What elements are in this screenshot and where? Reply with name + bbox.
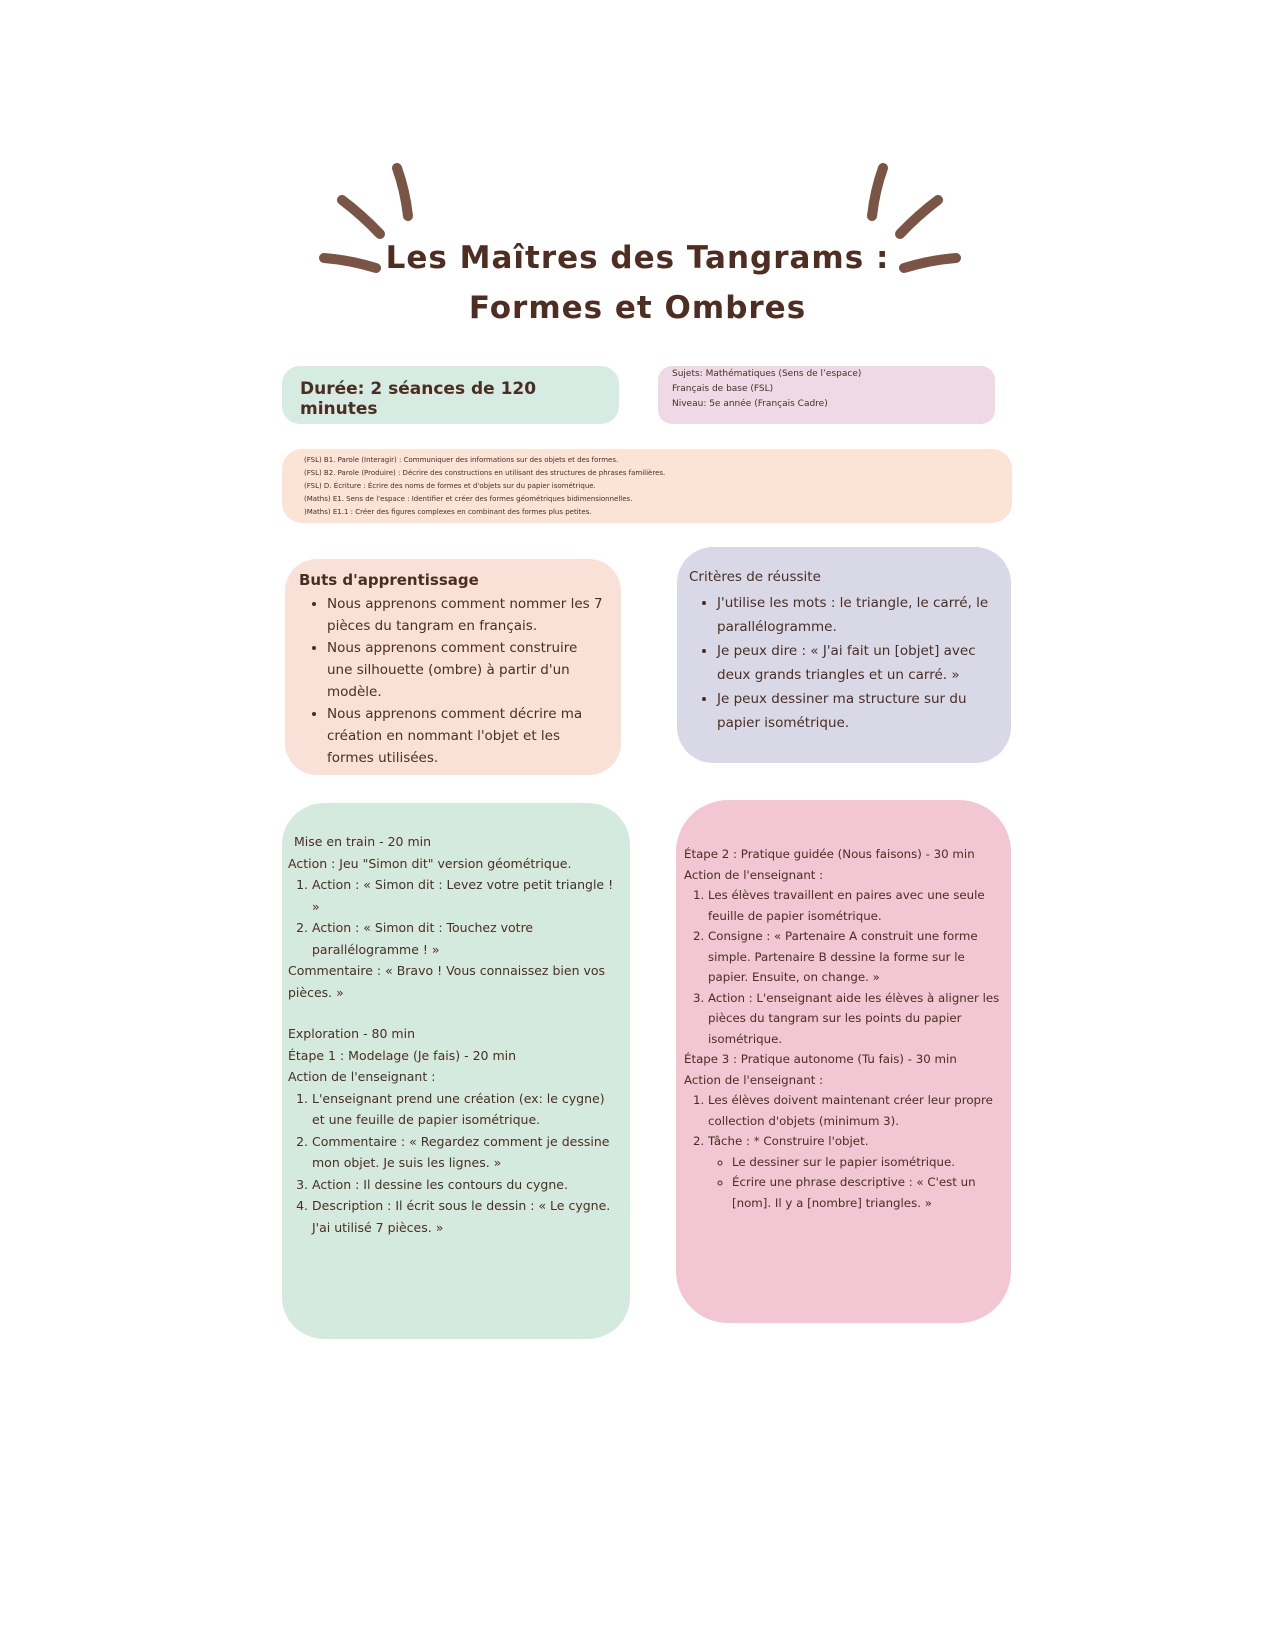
list-item: • Nous apprenons comment nommer les 7 pièces du tangram en français. (327, 593, 607, 637)
step-2-teacher-label: Action de l'enseignant : (684, 867, 824, 882)
step-1-list (288, 1088, 618, 1239)
list-item: 1. Action : « Simon dit : Levez votre petit triangle ! » (312, 874, 618, 917)
list-item: • Nous apprenons comment construire une silhouette (ombre) à partir d'un modèle. (327, 637, 607, 703)
step-3-list (684, 1090, 1005, 1152)
step-1-teacher-label: Action de l'enseignant : (288, 1069, 436, 1084)
list-item: 2. Action : « Simon dit : Touchez votre parallélogramme ! » (312, 917, 618, 960)
list-item: • J'utilise les mots : le triangle, le carré, le parallélogramme. (717, 591, 999, 639)
level-line: Niveau: 5e année (Français Cadre) (672, 399, 828, 409)
success-criteria-list (689, 591, 999, 735)
step-1-title: Étape 1 : Modelage (Je fais) - 20 min (288, 1047, 517, 1063)
learning-goals-card (285, 559, 621, 775)
outcome-line: (Maths) E1. Sens de l'espace : Identifier et créer des formes géométriques bidimensionnelles. (304, 495, 633, 503)
step-3-sublist (684, 1152, 1005, 1214)
step-3-teacher-label: Action de l'enseignant : (684, 1072, 824, 1087)
learning-goals-list (299, 593, 607, 769)
page-title-line-1: Les Maîtres des Tangrams : (385, 240, 890, 276)
subjects-card (658, 366, 995, 424)
subjects-line: Français de base (FSL) (672, 384, 774, 394)
list-item: 3. Action : Il dessine les contours du cygne. (312, 1174, 618, 1196)
success-criteria-card (677, 547, 1011, 763)
learning-goals-title: Buts d'apprentissage (299, 571, 479, 589)
step-3-title: Étape 3 : Pratique autonome (Tu fais) - 30 min (684, 1052, 957, 1066)
step-2-list (684, 885, 1005, 1049)
lesson-part-1-card (282, 803, 630, 1339)
outcome-line: )Maths) E1.1 : Créer des figures complexes en combinant des formes plus petites. (304, 508, 592, 516)
list-item: 1. L'enseignant prend une création (ex: le cygne) et une feuille de papier isométrique. (312, 1088, 618, 1131)
list-item: 4. Description : Il écrit sous le dessin : « Le cygne. J'ai utilisé 7 pièces. » (312, 1195, 618, 1238)
warmup-action: Action : Jeu "Simon dit" version géométrique. (288, 855, 572, 871)
list-item: ◦ Le dessiner sur le papier isométrique. (732, 1152, 1005, 1173)
curriculum-outcomes-card (282, 449, 1012, 523)
duration-card: Durée: 2 séances de 120 minutes (282, 366, 619, 424)
outcome-line: (FSL) B2. Parole (Produire) : Décrire des constructions en utilisant des structures de phrases familières. (304, 469, 666, 477)
list-item: • Je peux dire : « J'ai fait un [objet] avec deux grands triangles et un carré. » (717, 639, 999, 687)
outcome-line: (FSL) D. Écriture : Écrire des noms de formes et d'objets sur du papier isométrique. (304, 482, 596, 490)
list-item: 1. Les élèves doivent maintenant créer leur propre collection d'objets (minimum 3). (708, 1090, 1005, 1131)
exploration-title: Exploration - 80 min (288, 1026, 416, 1041)
subjects-line: Sujets: Mathématiques (Sens de l’espace) (672, 369, 862, 379)
list-item: • Je peux dessiner ma structure sur du papier isométrique. (717, 687, 999, 735)
outcome-line: (FSL) B1. Parole (Interagir) : Communiquer des informations sur des objets et des formes. (304, 456, 619, 464)
list-item: 1. Les élèves travaillent en paires avec une seule feuille de papier isométrique. (708, 885, 1005, 926)
list-item: 2. Consigne : « Partenaire A construit une forme simple. Partenaire B dessine la forme sur le papier. Ensuite, on change. » (708, 926, 1005, 988)
success-criteria-title: Critères de réussite (689, 569, 821, 585)
list-item: 3. Action : L'enseignant aide les élèves à aligner les pièces du tangram sur les points du papier isométrique. (708, 988, 1005, 1050)
list-item: 2. Tâche : * Construire l'objet. (708, 1131, 1005, 1152)
lesson-part-2-card (676, 800, 1011, 1323)
warmup-comment: Commentaire : « Bravo ! Vous connaissez bien vos pièces. » (288, 963, 606, 1000)
list-item: • Nous apprenons comment décrire ma création en nommant l'objet et les formes utilisées. (327, 703, 607, 769)
warmup-steps (288, 874, 618, 960)
page-title-line-2: Formes et Ombres (468, 290, 807, 326)
warmup-title: Mise en train - 20 min (294, 834, 432, 849)
list-item: 2. Commentaire : « Regardez comment je dessine mon objet. Je suis les lignes. » (312, 1131, 618, 1174)
list-item: ◦ Écrire une phrase descriptive : « C'est un [nom]. Il y a [nombre] triangles. » (732, 1172, 1005, 1213)
step-2-title: Étape 2 : Pratique guidée (Nous faisons) - 30 min (684, 847, 975, 861)
